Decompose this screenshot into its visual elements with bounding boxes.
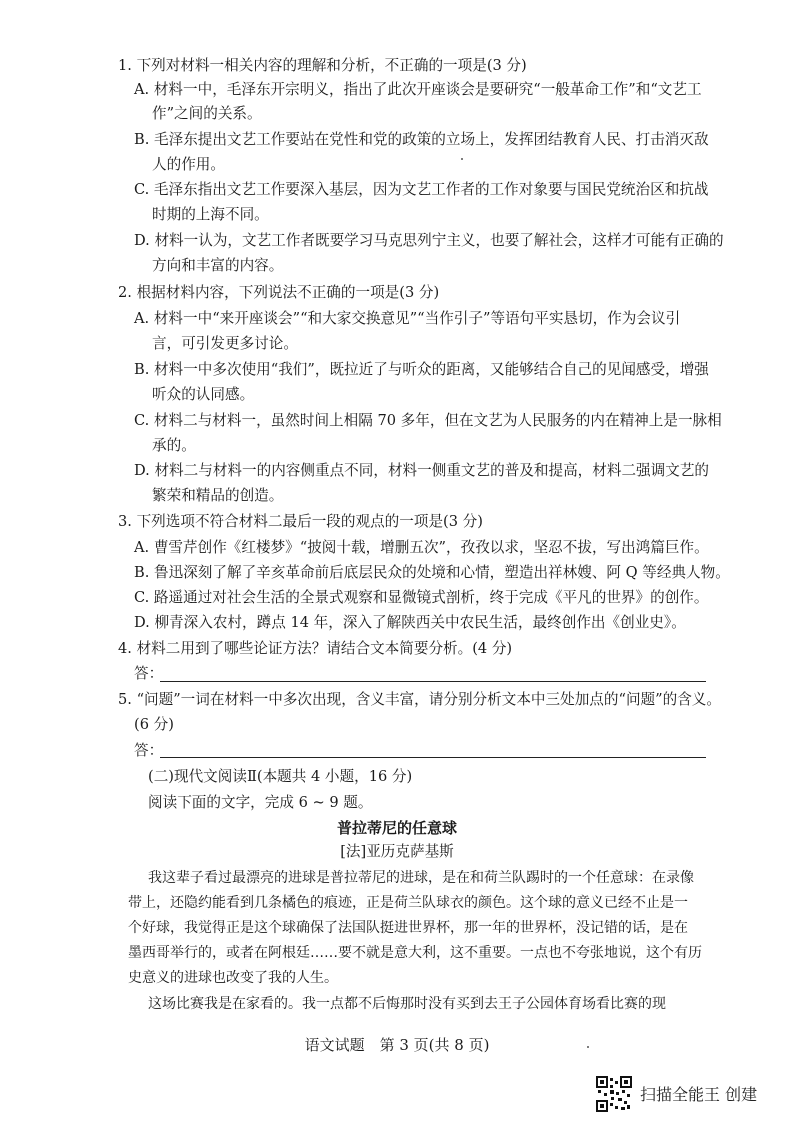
question-1-option-a-cont: 作”之间的关系。 (152, 105, 262, 122)
question-3-option-c: C. 路遥通过对社会生活的全景式观察和显微镜式剖析，终于完成《平凡的世界》的创作。 (134, 589, 709, 606)
section-instruction: 阅读下面的文字，完成 6 ~ 9 题。 (148, 794, 373, 811)
question-1-option-c-cont: 时期的上海不同。 (152, 206, 269, 223)
question-2-option-d: D. 材料二与材料一的内容侧重点不同，材料一侧重文艺的普及和提高，材料二强调文艺的 (134, 462, 710, 479)
question-2-option-a: A. 材料一中“来开座谈会”“和大家交换意见”“当作引子”等语句平实恳切，作为会议引 (134, 310, 681, 327)
story-author: [法]亚历克萨基斯 (340, 843, 454, 860)
page-footer: 语文试题 第 3 页(共 8 页) (304, 1036, 490, 1054)
story-line: 史意义的进球也改变了我的人生。 (128, 970, 338, 986)
question-1-option-b-cont: 人的作用。 (152, 156, 225, 173)
question-2-option-c: C. 材料二与材料一，虽然时间上相隔 70 多年，但在文艺为人民服务的内在精神上是一脉相 (134, 412, 722, 429)
scan-speck (587, 1046, 589, 1048)
story-line: 个好球，我觉得正是这个球确保了法国队挺进世界杯，那一年的世界杯，没记错的话，是在 (128, 920, 688, 936)
question-1-option-a: A. 材料一中，毛泽东开宗明义，指出了此次开座谈会是要研究“一般革命工作”和“文艺工 (134, 81, 702, 98)
question-5-points: (6 分) (134, 716, 174, 733)
question-4-stem: 4. 材料二用到了哪些论证方法？请结合文本简要分析。(4 分) (118, 640, 513, 657)
question-2-option-c-cont: 承的。 (152, 437, 196, 454)
question-4-answer-line (160, 681, 706, 682)
question-2-option-a-cont: 言，可引发更多讨论。 (152, 335, 298, 352)
question-1-option-d: D. 材料一认为，文艺工作者既要学习马克思列宁主义，也要了解社会，这样才可能有正确的 (134, 232, 724, 249)
question-5-answer-label: 答： (134, 742, 164, 759)
question-1-stem: 1. 下列对材料一相关内容的理解和分析，不正确的一项是(3 分) (118, 57, 527, 74)
question-2-option-b-cont: 听众的认同感。 (152, 386, 255, 403)
question-3-stem: 3. 下列选项不符合材料二最后一段的观点的一项是(3 分) (118, 513, 483, 530)
question-1-option-b: B. 毛泽东提出文艺工作要站在党性和党的政策的立场上，发挥团结教育人民、打击消灭敌 (134, 131, 709, 148)
question-1-option-c: C. 毛泽东指出文艺工作要深入基层，因为文艺工作者的工作对象要与国民党统治区和抗战 (134, 181, 709, 198)
qr-code-icon (596, 1076, 632, 1112)
question-5-answer-line (160, 757, 706, 758)
question-2-option-d-cont: 繁荣和精品的创造。 (152, 487, 284, 504)
story-line: 带上，还隐约能看到几条橘色的痕迹，正是荷兰队球衣的颜色。这个球的意义已经不止是一 (128, 895, 688, 911)
question-2-option-b: B. 材料一中多次使用“我们”，既拉近了与听众的距离，又能够结合自己的见闻感受，增强 (134, 361, 709, 378)
scan-speck (461, 158, 463, 160)
question-3-option-a: A. 曹雪芹创作《红楼梦》“披阅十载，增删五次”，孜孜以求，坚忍不拔，写出鸿篇巨作。 (134, 539, 709, 556)
watermark-text: 扫描全能王 创建 (640, 1085, 758, 1104)
story-line: 墨西哥举行的，或者在阿根廷……要不就是意大利，这不重要。一点也不夸张地说，这个有历 (128, 945, 702, 961)
question-4-answer-label: 答： (134, 665, 164, 682)
question-3-option-b: B. 鲁迅深刻了解了辛亥革命前后底层民众的处境和心情，塑造出祥林嫂、阿 Q 等经典人物。 (134, 564, 730, 581)
question-5-stem: 5. “问题”一词在材料一中多次出现，含义丰富，请分别分析文本中三处加点的“问题”的含义。 (118, 691, 721, 708)
story-line: 我这辈子看过最漂亮的进球是普拉蒂尼的进球，是在和荷兰队踢时的一个任意球：在录像 (148, 870, 694, 886)
question-3-option-d: D. 柳青深入农村，蹲点 14 年，深入了解陕西关中农民生活，最终创作出《创业史》。 (134, 614, 686, 631)
section-heading: (二)现代文阅读Ⅱ(本题共 4 小题，16 分) (148, 768, 413, 785)
question-2-stem: 2. 根据材料内容，下列说法不正确的一项是(3 分) (118, 284, 440, 301)
story-title: 普拉蒂尼的任意球 (336, 819, 457, 837)
story-line: 这场比赛我是在家看的。我一点都不后悔那时没有买到去王子公园体育场看比赛的现 (148, 996, 666, 1012)
question-1-option-d-cont: 方向和丰富的内容。 (152, 257, 284, 274)
